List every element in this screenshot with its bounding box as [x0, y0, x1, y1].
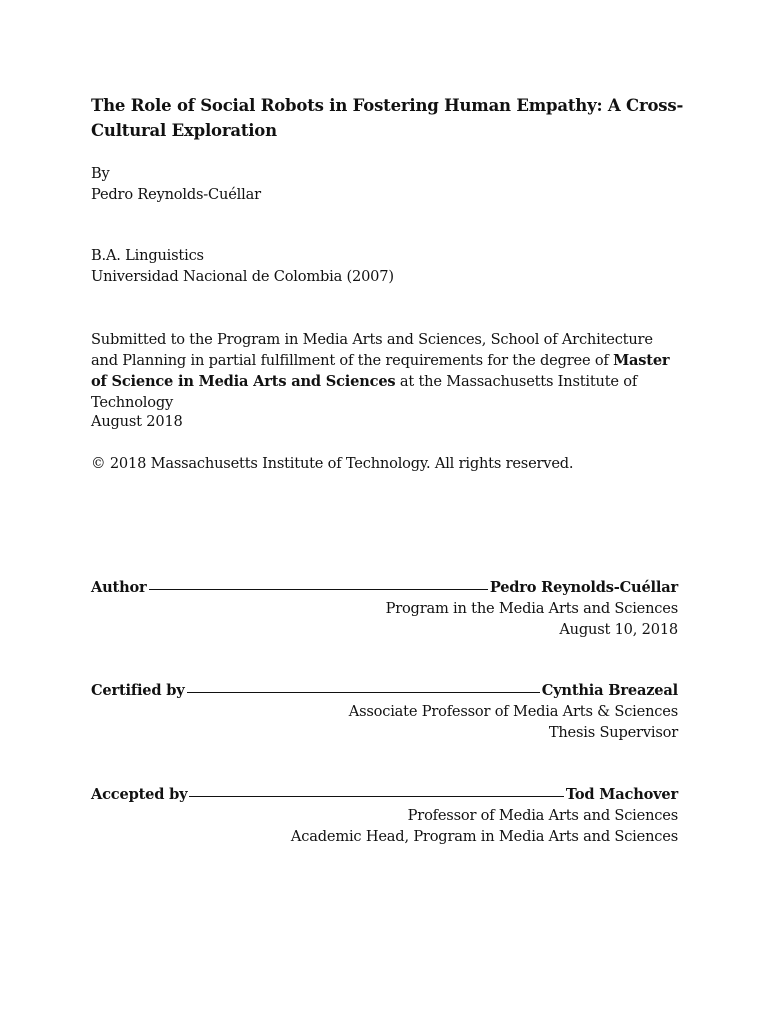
submission-text-1: Submitted to the Program in Media Arts and Sciences, School of Architecture and Planning in partial fulfillment of the requirements for the degree of	[91, 331, 653, 369]
signatory-name: Tod Machover	[565, 786, 678, 803]
submission-statement	[91, 329, 681, 413]
signature-role: Certified by	[91, 682, 185, 699]
signature-line	[149, 589, 488, 590]
signatory-affiliation: Professor of Media Arts and Sciences	[407, 807, 678, 824]
signatory-detail: Thesis Supervisor	[548, 724, 678, 741]
signatory-detail: August 10, 2018	[559, 621, 678, 638]
signatory-detail: Academic Head, Program in Media Arts and Sciences	[290, 828, 678, 845]
by-label: By	[91, 165, 110, 182]
signature-block-author	[91, 577, 678, 640]
signature-block-certified	[91, 680, 678, 743]
prior-institution: Universidad Nacional de Colombia (2007)	[91, 268, 394, 285]
signature-line	[189, 796, 564, 797]
copyright-notice: © 2018 Massachusetts Institute of Technology. All rights reserved.	[91, 455, 574, 472]
prior-degree: B.A. Linguistics	[91, 247, 204, 264]
signatory-affiliation: Associate Professor of Media Arts & Sciences	[348, 703, 678, 720]
signatory-name: Pedro Reynolds-Cuéllar	[489, 579, 678, 596]
signature-role: Accepted by	[91, 786, 188, 803]
submission-text-2: at the Massachusetts Institute of Technology	[91, 373, 638, 411]
prior-degree-block	[91, 245, 681, 287]
thesis-title: The Role of Social Robots in Fostering Human Empathy: A Cross-Cultural Exploration	[91, 96, 684, 140]
submission-date: August 2018	[91, 413, 183, 430]
signature-block-accepted	[91, 784, 678, 847]
signatory-name: Cynthia Breazeal	[541, 682, 678, 699]
submission-degree: Master of Science in Media Arts and Sciences	[91, 352, 670, 390]
author-block	[91, 163, 681, 205]
signature-line	[187, 692, 540, 693]
signature-role: Author	[91, 579, 147, 596]
signatory-affiliation: Program in the Media Arts and Sciences	[385, 600, 678, 617]
author-name: Pedro Reynolds-Cuéllar	[91, 186, 261, 203]
